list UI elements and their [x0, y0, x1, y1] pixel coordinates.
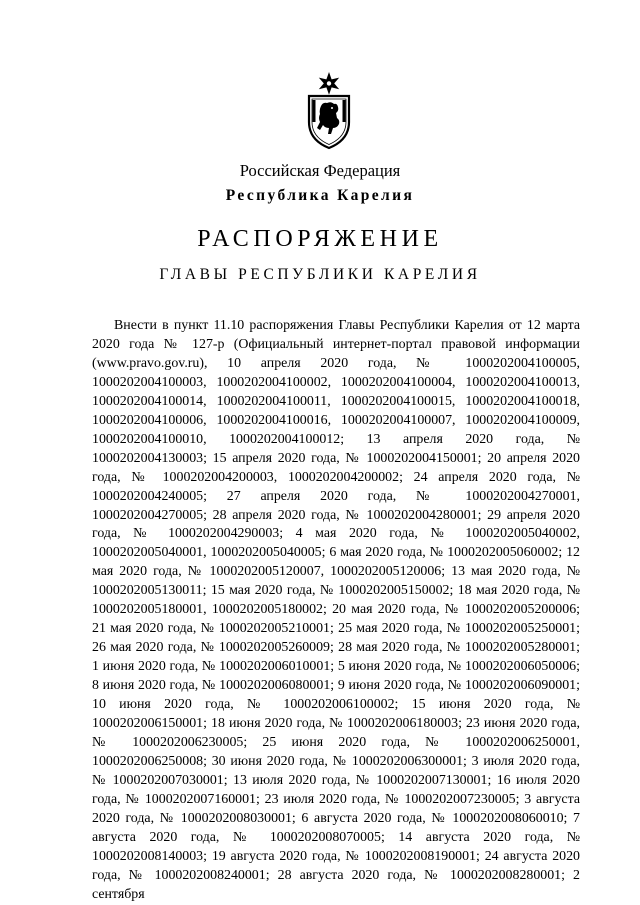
- star-icon: [319, 72, 339, 95]
- republic-title: Республика Карелия: [225, 187, 415, 204]
- country-title: Российская Федерация: [239, 161, 401, 180]
- coat-of-arms-bear-icon: [301, 70, 357, 150]
- body-paragraph: Внести в пункт 11.10 распоряжения Главы Республики Карелия от 12 марта 2020 года № 127-р (Официальный интернет-портал правовой информации (www.pravo.gov.ru), 10 апреля 2020 года, № 1000202004100005, 1000202004100003, 1000202004100002, 1000202004100004, 1000202004100013, 1000202004100014, 1000202004100011, 1000202004100015, 1000202004100018, 1000202004100006, 1000202004100016, 1000202004100007, 1000202004100009, 1000202004100010, 1000202004100012; 13 апреля 2020 года, № 1000202004130003; 15 апреля 2020 года, № 1000202004150001; 20 апреля 2020 года, № 1000202004200003, 1000202004200002; 24 апреля 2020 года, № 1000202004240005; 27 апреля 2020 года, № 1000202004270001, 1000202004270005; 28 апреля 2020 года, № 1000202004280001; 29 апреля 2020 года, № 1000202004290003; 4 мая 2020 года, № 1000202005040002, 1000202005040001, 1000202005040005; 6 мая 2020 года, № 1000202005060002; 12 мая 2020 года, № 1000202005120007, 1000202005120006; 13 мая 2020 года, № 1000202005130011; 15 мая 2020 года, № 1000202005150002; 18 мая 2020 года, № 1000202005180001, 1000202005180002; 20 мая 2020 года, № 1000202005200006; 21 мая 2020 года, № 1000202005210001; 25 мая 2020 года, № 1000202005250001; 26 мая 2020 года, № 1000202005260009; 28 мая 2020 года, № 1000202005280001; 1 июня 2020 года, № 1000202006010001; 5 июня 2020 года, № 1000202006050006; 8 июня 2020 года, № 1000202006080001; 9 июня 2020 года, № 1000202006090001; 10 июня 2020 года, № 1000202006100002; 15 июня 2020 года, № 1000202006150001; 18 июня 2020 года, № 1000202006180003; 23 июня 2020 года, № 1000202006230005; 25 июня 2020 года, № 1000202006250001, 1000202006250008; 30 июня 2020 года, № 1000202006300001; 3 июля 2020 года, № 1000202007030001; 13 июля 2020 года, № 1000202007130001; 16 июля 2020 года, № 1000202007160001; 23 июля 2020 года, № 1000202007230005; 3 августа 2020 года, № 1000202008030001; 6 августа 2020 года, № 1000202008060010; 7 августа 2020 года, № 1000202008070005; 14 августа 2020 года, № 1000202008140003; 19 августа 2020 года, № 1000202008190001; 24 августа 2020 года, № 1000202008240001; 28 августа 2020 года, № 1000202008280001; 2 сентября: [92, 318, 580, 902]
- document-type-heading: РАСПОРЯЖЕНИЕ: [197, 226, 443, 252]
- authority-heading: ГЛАВЫ РЕСПУБЛИКИ КАРЕЛИЯ: [159, 266, 481, 283]
